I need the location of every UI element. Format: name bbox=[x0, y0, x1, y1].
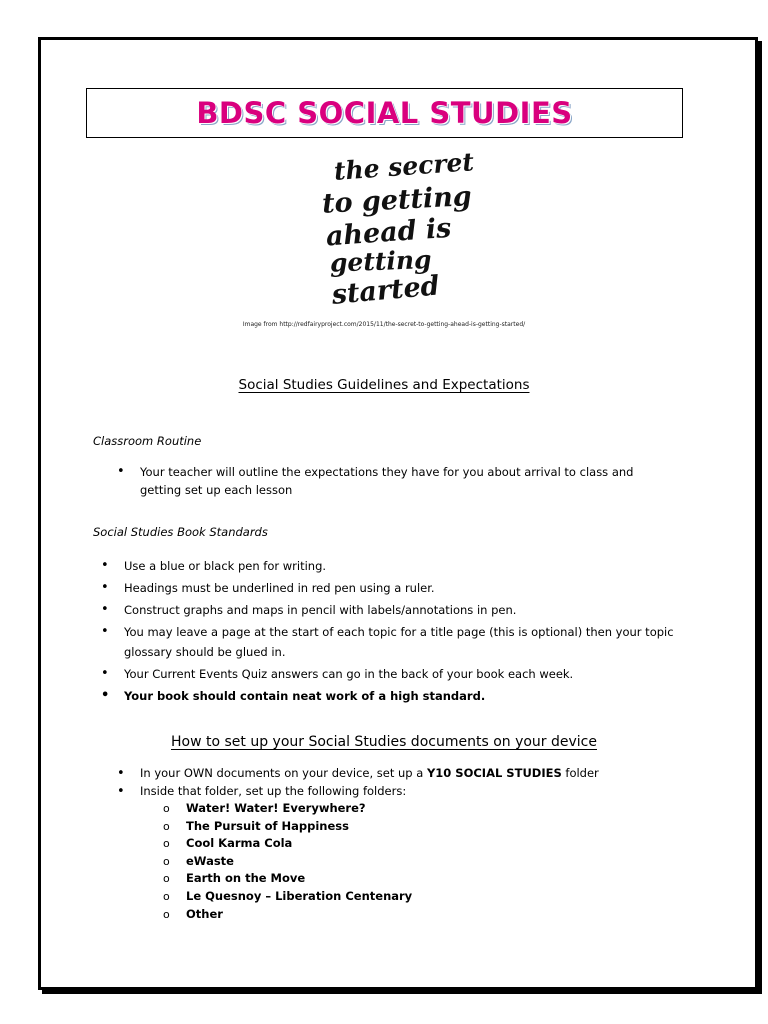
setup-item-prefix: In your OWN documents on your device, set up a bbox=[140, 766, 427, 780]
classroom-routine-heading: Classroom Routine bbox=[93, 434, 202, 448]
svg-text:ahead is: ahead is bbox=[324, 212, 453, 253]
setup-heading: How to set up your Social Studies documents on your device bbox=[170, 734, 597, 750]
list-item: • Headings must be underlined in red pen using a ruler. bbox=[124, 578, 714, 599]
folder-item: o Other bbox=[186, 906, 412, 924]
classroom-routine-list bbox=[140, 463, 660, 499]
list-item: • You may leave a page at the start of each topic for a title page (this is optional) then your topic glossary should be glued in. bbox=[124, 622, 714, 662]
svg-text:started: started bbox=[330, 270, 441, 311]
list-item: • Inside that folder, set up the following folders: bbox=[140, 783, 700, 801]
folder-item: o Water! Water! Everywhere? bbox=[186, 800, 412, 818]
list-item: • Your Current Events Quiz answers can go in the back of your book each week. bbox=[124, 664, 714, 685]
list-item: • Use a blue or black pen for writing. bbox=[124, 556, 714, 577]
page-title: BDSC SOCIAL STUDIES bbox=[196, 96, 573, 130]
folder-item: o Cool Karma Cola bbox=[186, 835, 412, 853]
setup-item-suffix: folder bbox=[561, 766, 599, 780]
list-item bbox=[140, 765, 700, 783]
svg-text:getting: getting bbox=[329, 245, 432, 278]
guidelines-heading: Social Studies Guidelines and Expectations bbox=[238, 377, 530, 393]
list-item: • Your teacher will outline the expectations they have for you about arrival to class and getting set up each lesson bbox=[140, 463, 660, 499]
svg-text:to getting: to getting bbox=[321, 181, 473, 220]
title-box bbox=[86, 88, 683, 138]
quote-image bbox=[316, 147, 475, 311]
list-item: • Your book should contain neat work of a high standard. bbox=[124, 686, 714, 707]
book-standards-list bbox=[124, 556, 714, 708]
folder-item: o eWaste bbox=[186, 853, 412, 871]
folder-item: o Earth on the Move bbox=[186, 870, 412, 888]
image-caption: Image from http://redfairyproject.com/2015/11/the-secret-to-getting-ahead-is-getting-started/ bbox=[242, 321, 526, 328]
folder-list bbox=[186, 800, 412, 923]
setup-list bbox=[140, 765, 700, 800]
folder-item: o Le Quesnoy – Liberation Centenary bbox=[186, 888, 412, 906]
book-standards-heading: Social Studies Book Standards bbox=[93, 525, 268, 539]
setup-item-folder-name: Y10 SOCIAL STUDIES bbox=[426, 766, 562, 780]
folder-item: o The Pursuit of Happiness bbox=[186, 818, 412, 836]
svg-text:the secret: the secret bbox=[332, 147, 475, 186]
list-item: • Construct graphs and maps in pencil with labels/annotations in pen. bbox=[124, 600, 714, 621]
